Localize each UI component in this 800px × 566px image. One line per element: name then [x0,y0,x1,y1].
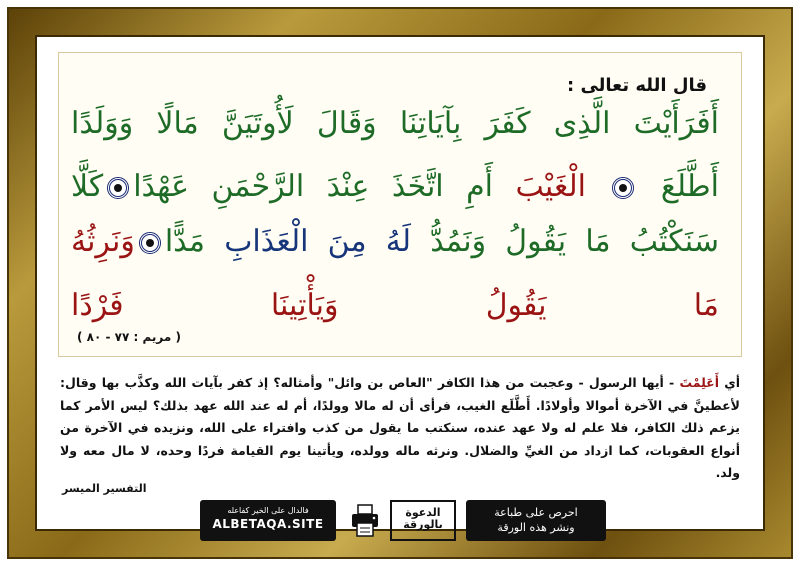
verse-segment: وَنَرِثُهُ [71,224,135,259]
print-reminder-line-2: ونشر هذه الورقة [497,521,575,534]
verse-end-ornament-icon [612,177,634,199]
footer-proverb: فالدال على الخير كفاعله [227,506,309,515]
verse-line-3 [71,219,719,265]
verse-line-1 [71,101,719,147]
footer-banner [200,500,606,541]
print-reminder-box [466,500,606,541]
tafsir-source: التفسير الميسر [62,482,147,495]
logo-line-2: بالورقة [403,518,443,531]
logo-box [390,500,456,541]
verse-segment: مَدًّا [164,224,205,259]
verse-intro: قال الله تعالى : [566,75,707,96]
verse-end-ornament-icon [107,177,129,199]
verse-segment: الْغَيْبَ [515,169,586,204]
tafsir-part-3: - أيها الرسول - وعجبت من هذا الكافر "العاص بن وائل" وأمثاله؟ إذ كفر بآيات الله وكذَّب بها وقال: لأعطينَّ في الآخرة أموالا وأولادًا. أَطَّلَع الغيب، فرأى أن له مالا وولدًا، أم له عند الله عهد بذلك؟ ليس الأمر كما يزعم ذلك الكافر، فلا علم له ولا عهد عنده، سنكتب ما يقول من كذب وافتراء على الله، ونزيده في الآخرة من أنواع العقوبات، كما ازداد من الغيِّ والضلال. ونرثه ماله وولده، ويأتينا يوم القيامة فردًا وحده، لا مال معه ولا ولد. [60,375,740,480]
logo-line-1: الدعوة [405,506,441,519]
print-reminder-line-1: احرص على طباعة [494,506,578,519]
verse-reference: ( مريم : ٧٧ - ٨٠ ) [77,330,181,344]
verse-segment: لَهُ مِنَ الْعَذَابِ [224,224,411,259]
verse-box [58,52,742,357]
tafsir-part-2: أَعَلِمْتَ [679,375,720,390]
printer-icon [350,503,380,539]
verse-end-ornament-icon [139,232,161,254]
website-link[interactable]: ALBETAQA.SITE [212,517,324,531]
verse-segment: سَنَكْتُبُ مَا يَقُولُ وَنَمُدُّ [430,224,719,259]
verse-segment: أَطَّلَعَ [660,169,719,204]
verse-line-4 [71,283,719,329]
website-box[interactable] [200,500,336,541]
verse-segment: أَمِ اتَّخَذَ عِنْدَ الرَّحْمَنِ عَهْدًا [133,169,493,204]
tafsir-text [60,372,740,485]
verse-segment: مَا يَقُولُ وَيَأْتِينَا فَرْدًا [71,288,719,323]
verse-segment: كَلَّا [71,169,104,204]
verse-segment: أَفَرَأَيْتَ الَّذِى كَفَرَ بِآيَاتِنَا وَقَالَ لَأُوتَيَنَّ مَالًا وَوَلَدًا [71,106,719,141]
tafsir-part-1: أي [719,375,740,390]
verse-line-2 [71,164,719,210]
